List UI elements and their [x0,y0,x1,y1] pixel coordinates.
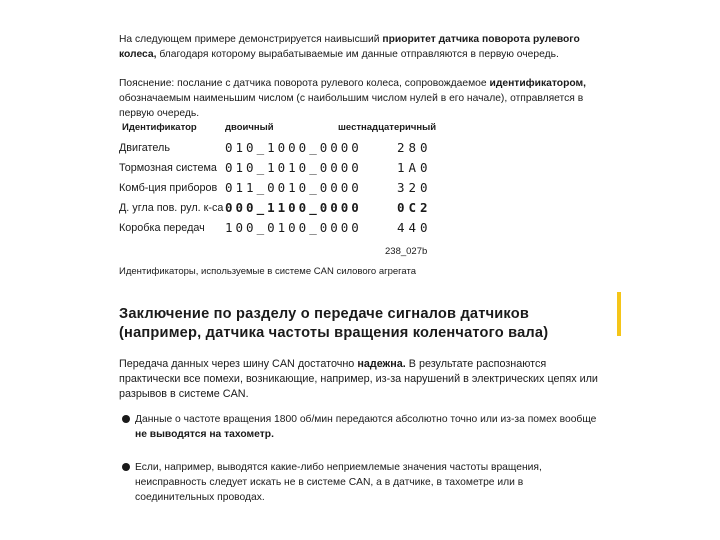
row-binary: 011_0010_0000 [225,180,362,195]
conclusion-text: Передача данных через шину CAN достаточно [119,358,358,370]
table-row [119,140,459,160]
row-name: Двигатель [119,142,170,154]
intro-paragraph-1 [119,32,609,62]
table-row-highlighted [119,200,459,220]
row-binary: 010_1000_0000 [225,140,362,155]
row-hex: 320 [397,180,432,195]
table-row [119,160,459,180]
row-name: Д. угла пов. рул. к-са [119,202,224,214]
intro-1-text-end: благодаря которому вырабатываемые им данные отправляются в первую очередь. [156,49,559,60]
bullet-1-bold: не выводятся на тахометр. [135,429,274,440]
row-binary: 010_1010_0000 [225,160,362,175]
row-name: Коробка передач [119,222,205,234]
row-name: Комб-ция приборов [119,182,218,194]
conclusion-text-end: В результате распознаются практически все помехи, возникающие, например, из-за нарушений в электрических цепях или разрывов в системе CAN. [119,358,598,400]
bullet-icon [122,415,130,423]
row-binary: 000_1100_0000 [225,200,362,215]
row-name: Тормозная система [119,162,217,174]
row-hex: 1A0 [397,160,432,175]
bullet-1-plain: Данные о частоте вращения 1800 об/мин передаются абсолютно точно или из-за помех вообще [135,414,597,425]
conclusion-bold: надежна. [357,358,406,370]
intro-2-text: Пояснение: послание с датчика поворота рулевого колеса, сопровождаемое [119,78,490,89]
conclusion-paragraph [119,357,604,402]
figure-id: 238_027b [385,246,428,257]
header-binary: двоичный [225,122,274,133]
row-hex: 280 [397,140,432,155]
header-identifier: Идентификатор [122,122,197,133]
intro-1-bold: приоритет датчика поворота рулевого колеса, [119,34,580,60]
row-hex: 0C2 [397,200,432,215]
header-hex: шестнадцатеричный [338,122,437,133]
bullet-icon [122,463,130,471]
row-hex: 440 [397,220,432,235]
row-binary: 100_0100_0000 [225,220,362,235]
bullet-1-text [135,412,605,442]
table-row [119,180,459,200]
intro-paragraph-2 [119,76,609,121]
section-title: Заключение по разделу о передаче сигналов датчиков (например, датчика частоты вращения коленчатого вала) [119,306,549,341]
table-row [119,220,459,240]
intro-1-text: На следующем примере демонстрируется наивысший [119,34,383,45]
intro-2-bold: идентификатором, [489,78,587,89]
bullet-2-text: Если, например, выводятся какие-либо неприемлемые значения частоты вращения, неисправность следует искать не в системе CAN, а в датчике, в тахометре или в соединительных проводах. [135,462,542,503]
intro-2-text-end: обозначаемым наименьшим числом (с наибольшим числом нулей в его начале), отправляется в первую очередь. [119,93,584,119]
accent-bar [617,292,621,336]
figure-caption: Идентификаторы, используемые в системе CAN силового агрегата [119,266,417,277]
